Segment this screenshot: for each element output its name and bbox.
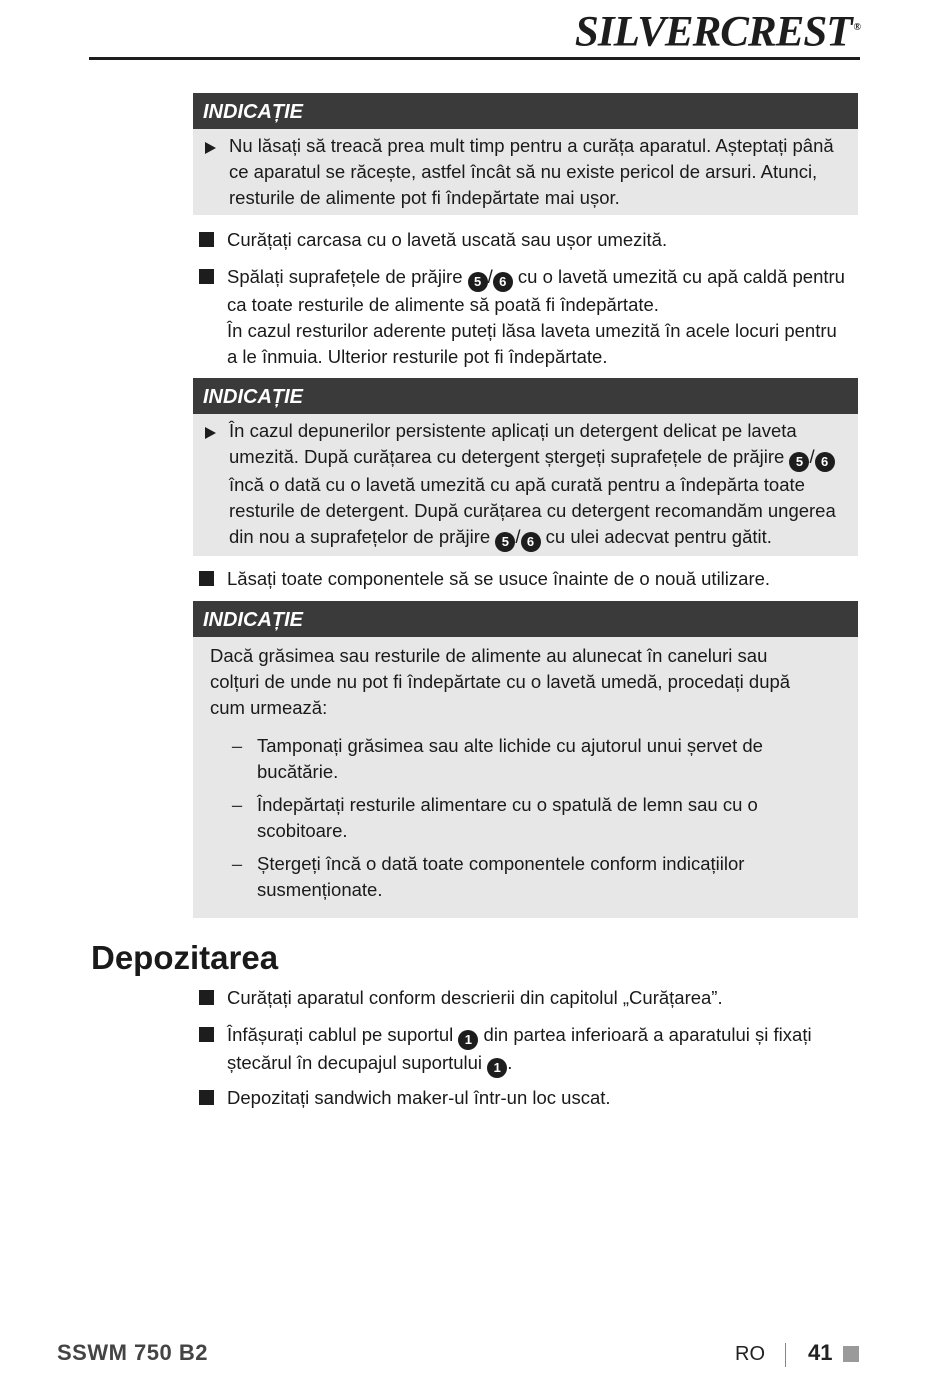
note-title: INDICAȚIE: [193, 93, 858, 129]
brand-name: SILVERCREST: [574, 8, 852, 56]
step-text: [227, 1022, 849, 1078]
list-item-text: Tamponați grăsimea sau alte lichide cu ajutorul unui șervet de bucătărie.: [257, 735, 763, 782]
square-bullet-icon: [199, 1090, 214, 1105]
dash-marker: –: [231, 794, 243, 815]
step-text: [227, 264, 849, 370]
badge-6: 6: [815, 452, 835, 472]
note-box-3: [193, 601, 858, 918]
brand-logo: [575, 4, 860, 56]
square-bullet-icon: [199, 269, 214, 284]
note-item: [193, 133, 848, 211]
list-item-text: Ștergeți încă o dată toate componentele conform indicațiilor susmenționate.: [257, 853, 745, 900]
page-number: 41: [808, 1340, 833, 1365]
step-text-part: În cazul resturilor aderente puteți lăsa laveta umezită în acele locuri pentru a le înmuia. Ulterior resturile pot fi îndepărtate.: [227, 320, 837, 367]
list-item-text: Îndepărtați resturile alimentare cu o spatulă de lemn sau cu o scobitoare.: [257, 794, 758, 841]
step-text: Curățați aparatul conform descrierii din capitolul „Curățarea”.: [227, 987, 723, 1008]
step-text-part: Spălați suprafețele de prăjire: [227, 266, 468, 287]
text-part: În cazul depunerilor persistente aplicați un detergent delicat pe laveta umezită. După curățarea cu detergent ștergeți suprafețele de prăjire: [229, 420, 797, 467]
badge-5: 5: [789, 452, 809, 472]
list-item: [193, 792, 818, 844]
square-bullet-icon: [199, 1027, 214, 1042]
cleaning-step: [199, 227, 849, 253]
note-body: [193, 414, 858, 556]
footer-model: SSWM 750 B2: [57, 1340, 208, 1365]
note-item-text: Nu lăsați să treacă prea mult timp pentru a curăța aparatul. Așteptați până ce aparatul se răcește, astfel încât să nu existe pericol de arsuri. Atunci, resturile de alimente pot fi îndepărtate mai ușor.: [229, 135, 834, 208]
footer-square-icon: [843, 1346, 859, 1362]
step-text: Curățați carcasa cu o lavetă uscată sau ușor umezită.: [227, 229, 668, 250]
badge-5: 5: [495, 532, 515, 552]
badge-5: 5: [468, 272, 488, 292]
slash: /: [515, 526, 521, 547]
dash-marker: –: [231, 735, 243, 756]
note-item-text: [229, 418, 848, 552]
badge-1: 1: [487, 1058, 507, 1078]
note-box-2: [193, 378, 858, 556]
note-item: [193, 418, 848, 552]
badge-6: 6: [521, 532, 541, 552]
text-part: Înfășurați cablul pe suportul: [227, 1024, 459, 1045]
slash: /: [487, 266, 493, 287]
header-rule: [89, 57, 860, 60]
note-title: INDICAȚIE: [193, 378, 858, 414]
list-item: [193, 733, 818, 785]
text-part: .: [507, 1052, 513, 1073]
text-part: cu ulei adecvat pentru gătit.: [540, 526, 772, 547]
badge-6: 6: [493, 272, 513, 292]
step-text: Depozitați sandwich maker-ul într-un loc uscat.: [227, 1087, 611, 1108]
badge-1: 1: [458, 1030, 478, 1050]
dash-list: [193, 733, 858, 918]
square-bullet-icon: [199, 990, 214, 1005]
dash-marker: –: [231, 853, 243, 874]
list-item: [193, 851, 818, 903]
section-title: Depozitarea: [91, 939, 279, 976]
step-text: Lăsați toate componentele să se usuce înainte de o nouă utilizare.: [227, 568, 771, 589]
slash: /: [809, 446, 815, 467]
note-title: INDICAȚIE: [193, 601, 858, 637]
text-part: din partea inferioară a aparatului și fixați ștecărul în decupajul suportului: [227, 1024, 812, 1073]
step-text-part: cu o lavetă umezită cu apă caldă pentru ca toate resturile de alimente să poată fi îndepărtate.: [227, 266, 845, 315]
registered-mark: ®: [853, 22, 860, 33]
storage-step: [199, 1085, 849, 1111]
storage-step: [199, 985, 849, 1011]
text-part: încă o dată cu o lavetă umezită cu apă curată pentru a îndepărta toate resturile de detergent. După curățarea cu detergent recomandăm ungerea din nou a suprafețelor de prăjire: [229, 474, 836, 547]
cleaning-step: [199, 566, 849, 592]
footer-language: RO: [735, 1343, 765, 1365]
note-box-1: [193, 93, 858, 215]
footer-separator: [785, 1343, 786, 1367]
note-body: [193, 129, 858, 215]
arrow-right-icon: [205, 142, 216, 154]
square-bullet-icon: [199, 232, 214, 247]
note-intro: Dacă grăsimea sau resturile de alimente au alunecat în caneluri sau colțuri de unde nu pot fi îndepărtate cu o lavetă umedă, procedați după cum urmează:: [210, 645, 791, 718]
storage-step: [199, 1022, 849, 1078]
square-bullet-icon: [199, 571, 214, 586]
arrow-right-icon: [205, 427, 216, 439]
cleaning-step: [199, 264, 849, 370]
